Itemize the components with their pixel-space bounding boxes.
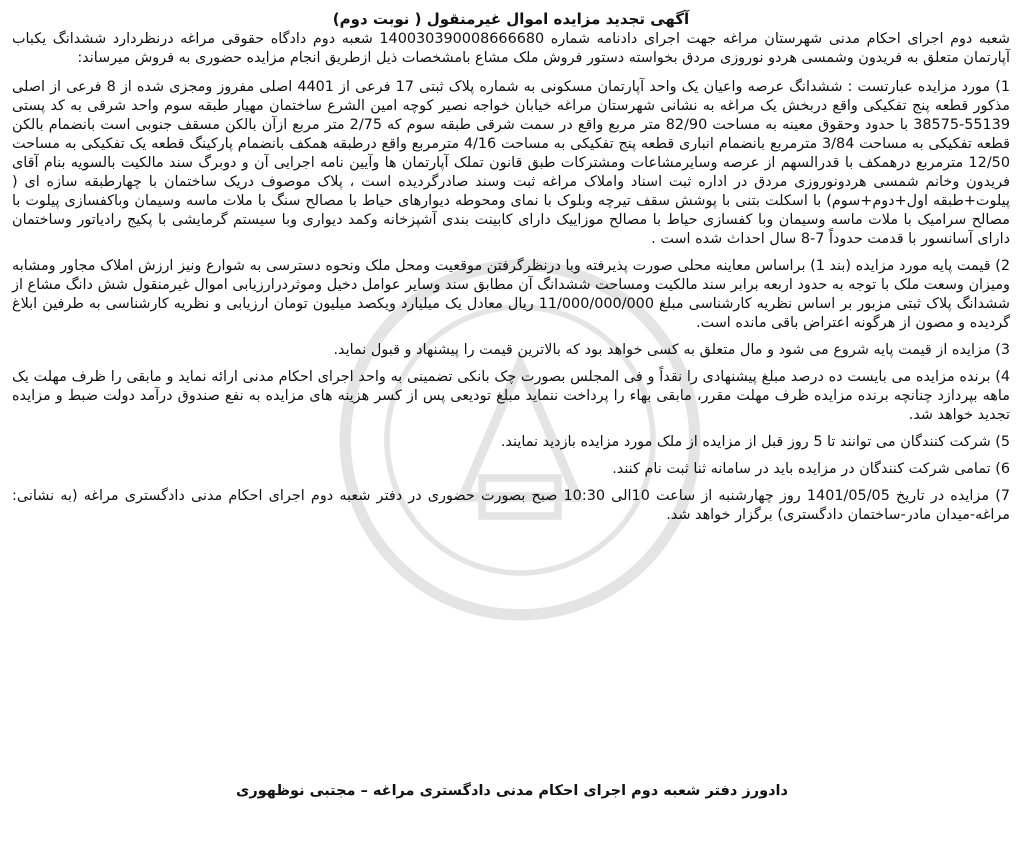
intro-paragraph: شعبه دوم اجرای احکام مدنی شهرستان مراغه جهت اجرای دادنامه شماره 14003039000866668​0 شعبه دوم دادگاه حقوقی مراغه درنظردارد ششدانگ یکباب آپارتمان متعلق به فریدون وشمسی هردو نوروزی مردق بخواسته دستور فروش ملک مشاع بامشخصات ذیل ازطریق انجام مزایده حضوری به فروش میرساند: — [12, 31, 1010, 66]
list-item: 5) شرکت کنندگان می توانند تا 5 روز قبل از مزایده از ملک مورد مزایده بازدید نمایند. — [500, 434, 1010, 450]
list-item: 4) برنده مزایده می بایست ده درصد مبلغ پیشنهادی را نقداً و فی المجلس بصورت چک بانکی تضمینی به واحد اجرای احکام مدنی ارائه نماید و مابقی را ظرف مهلت یک ماهه بپردازد چنانچه برنده مزایده ظرف مهلت مقرر، مابقی بهاء را پرداخت ننماید مبلغ تودیعی پس از کسر هزینه های مزایده به نفع صندوق درآمد دولت ضبط و مزایده تجدید خواهد شد. — [12, 369, 1010, 423]
list-item: 2) قیمت پایه مورد مزایده (بند 1) براساس معاینه محلی صورت پذیرفته وبا درنظرگرفتن موقعیت ومحل ملک ونحوه دسترسی به شوارع ونیز ارزش املاک مجاور ومشابه ومیزان وسعت ملک با توجه به حدود اربعه برابر سند مالکیت ومساحت ششدانگ آن مطابق سند وسایر عوامل دخیل وموثردرارزیابی اموال غیرمنقول شش دانگ مشاع از ششدانگ پلاک ثبتی مزبور بر اساس نظریه کارشناسی مبلغ 11/000/000/000 ریال معادل یک میلیارد ویکصد میلیون تومان ارزیابی و نظریه کارشناسی به طرفین ابلاغ گردیده و مصون از هرگونه اعتراض باقی مانده است. — [12, 258, 1010, 331]
signature-line: دادورز دفتر شعبه دوم اجرای احکام مدنی دادگستری مراغه – مجتبی نوظهوری — [236, 783, 788, 799]
items-list — [12, 78, 1010, 525]
list-item: 3) مزایده از قیمت پایه شروع می شود و مال متعلق به کسی خواهد بود که بالاترین قیمت را پیشنهاد و قبول نماید. — [333, 342, 1010, 358]
list-item: 1) مورد مزایده عبارتست : ششدانگ عرصه واعیان یک واحد آپارتمان مسکونی به شماره پلاک ثبتی 17 فرعی از 4401 اصلی مفروز ومجزی شده از 8 فرعی از اصلی مذکور قطعه پنج تفکیکی واقع دربخش یک مراغه به نشانی شهرستان مراغه خیابان خواجه نصیر کوچه امین الشرع ساختمان مهیار طبقه سوم واحد شرقی به کد پستی 5513​9-38575 با حدود وحقوق معینه به مساحت 82/90 متر مربع واقع در سمت شرقی طبقه سوم که 2/75 متر مربع ازآن بالکن مسقف جنوبی است بانضمام بالکن قطعه تفکیکی به مساحت 3/84 مترمربع بانضمام انباری قطعه پنج تفکیکی به مساحت 4/16 مترمربع واقع درطبقه همکف بانضمام پارکینگ قطعه یک تفکیکی به مساحت 12/50 مترمربع درهمکف با قدرالسهم از عرصه وسایرمشاعات ومشترکات طبق قانون تملک آپارتمان ها وآیین نامه اجرایی آن و دوبرگ سند مالکیت بالسویه بنام آقای فریدون وخانم شمسی هردونوروزی مردق در اداره ثبت اسناد واملاک مراغه ثبت وسند صادرگردیده است ، پلاک موصوف دریک ساختمان با چهارطبقه سازه ای ( پیلوت+طبقه اول+دوم+سوم) با اسکلت بتنی با پوشش سقف تیرچه وبلوک با نمای ومحوطه دیوارهای حیاط با مصالح سنگ با ملات ماسه وسیمان وباکفسازی پیلوت با مصالح سرامیک با ملات ماسه وسیمان وبا کفسازی حیاط با مصالح موزاییک دارای کابینت بندی آشپزخانه وکمد دیواری وبا سیستم گرمایشی با پکیج رادیاتور وساختمان دارای آسانسور با قدمت حدوداً 7-8 سال احداث شده است . — [12, 79, 1010, 247]
list-item: 7) مزایده در تاریخ 1401/05/05 روز چهارشنبه از ساعت 10الی 10:30 صبح بصورت حضوری در دفتر شعبه دوم اجرای احکام مدنی دادگستری مراغه (به نشانی: مراغه-میدان مادر-ساختمان دادگستری) برگزار خواهد شد. — [12, 488, 1010, 523]
list-item: 6) تمامی شرکت کنندگان در مزایده باید در سامانه ثنا ثبت نام کنند. — [612, 461, 1010, 477]
page-title: آگهی تجدید مزایده اموال غیرمنقول ( نوبت دوم) — [332, 10, 690, 28]
